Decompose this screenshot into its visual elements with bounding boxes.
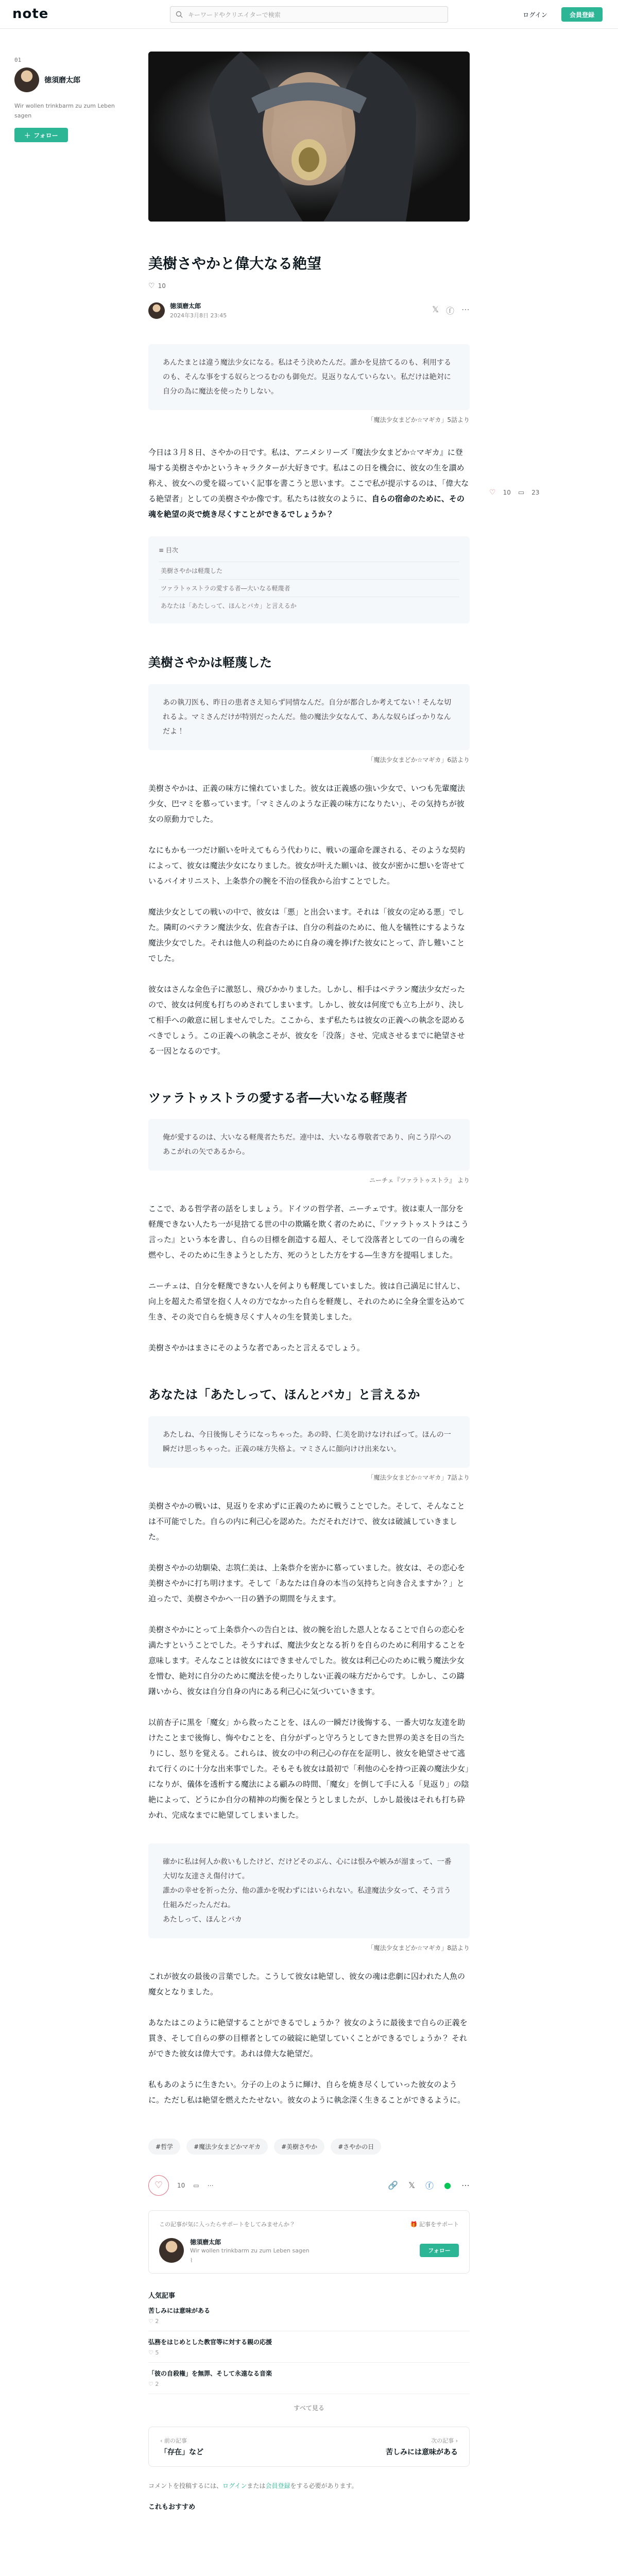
section-paragraph: 美樹さやかの戦いは、見返りを求めずに正義のために戦うことでした。そして、そんなことは不可能でした。自らの内に利己心を認めた。ただそれだけで、彼女は破滅していきました。 [148, 1501, 465, 1541]
popular-item-count: 2 [155, 2317, 159, 2325]
like-count: 10 [177, 2181, 185, 2189]
prev-label: 前の記事 [164, 2437, 187, 2444]
action-row [148, 2175, 470, 2196]
footer-text: コメントを投稿するには、 [148, 2482, 223, 2489]
tag[interactable]: #魔法少女まどかマギカ [186, 2139, 268, 2155]
section-heading: ツァラトゥストラの愛する者―大いなる軽蔑者 [148, 1090, 408, 1105]
line-share-icon[interactable]: ● [444, 2180, 451, 2191]
final-quote-source: 「魔法少女まどか☆マギカ」8話より [367, 1944, 470, 1952]
tag-list [148, 2139, 470, 2155]
support-author-desc: Wir wollen trinkbarm zu zum Leben sagen [190, 2247, 310, 2254]
section-quote: あたしね、今日後悔しそうになっちゃった。あの時、仁美を助けなければって。ほんの一瞬だけ思っちゃった。正義の味方失格よ。マミさんに顔向けけ出来ない。 [148, 1416, 470, 1468]
comment-icon[interactable]: ▭ [518, 488, 525, 497]
section-paragraph: 美樹さやかはまさにそのような者であったと言えるでしょう。 [148, 1343, 365, 1353]
gift-icon: 🎁 [410, 2221, 419, 2228]
sidebar-author-name[interactable]: 徳須磨太郎 [44, 76, 80, 84]
prev-article-link[interactable] [160, 2436, 203, 2457]
rss-icon[interactable]: ⌇ [190, 2257, 193, 2264]
facebook-share-icon[interactable]: ⓕ [445, 306, 454, 316]
popular-title: 人気記事 [148, 2292, 176, 2300]
popular-item-title: 弘務をはじめとした教官等に対する親の応援 [148, 2338, 272, 2346]
article-date: 2024年3月8日 23:45 [170, 312, 227, 319]
search-placeholder: キーワードやクリエイターで検索 [188, 11, 281, 19]
next-label: 次の記事 [431, 2437, 454, 2444]
section-quote: 俺が愛するのは、大いなる軽蔑者たちだ。連中は、大いなる尊敬者であり、向こう岸へのあこがれの矢であるから。 [148, 1119, 470, 1171]
note-logo[interactable]: note [12, 6, 49, 22]
sidebar-description: Wir wollen trinkbarm zu zum Leben sagen [14, 103, 115, 119]
footer-text: または [247, 2482, 266, 2489]
support-avatar[interactable] [159, 2238, 184, 2263]
section-heading: 美樹さやかは軽蔑した [148, 655, 272, 670]
support-prompt: この記事が気に入ったらサポートをしてみませんか？ [159, 2221, 295, 2228]
follow-button[interactable] [14, 128, 68, 142]
final-quote: 確かに私は何人か救いもしたけど、だけどそのぶん、心には恨みや嫉みが溜まって、一番大切な友達さえ傷付けて。 誰かの幸せを祈った分、他の誰かを呪わずにはいられない。私達魔法少女って、そう言う仕組みだったんだね。 あたしって、ほんとバカ [148, 1843, 470, 1938]
search-icon [176, 11, 183, 18]
support-button-label: 記事をサポート [419, 2221, 459, 2228]
login-link[interactable]: ログイン [222, 2482, 247, 2489]
section-paragraph: 美樹さやかの幼馴染、志筑仁美は、上条恭介を密かに慕っていました。彼女は、その恋心を美樹さやかに打ち明けます。そして「あなたは自身の本当の気持ちと向き合えますか？」と迫ったで、美樹さやかへ一日の猶予の期間を与えます。 [148, 1563, 466, 1603]
intro-bold: 自らの宿命のために、その魂を絶望の炎で焼き尽くすことができるでしょうか？ [148, 494, 465, 519]
profile-sidebar [14, 57, 117, 142]
closing-paragraph: 私もあのように生きたい。分子の上のように輝け、自らを焼き尽くしていった彼女のように。ただし私は絶望を燃えたたせない。彼女のように執念深く生きることができるように。 [148, 2079, 466, 2105]
intro-paragraph: 今日は３月８日、さやかの日です。私は、アニメシリーズ『魔法少女まどか☆マギカ』に登場する美樹さやかというキャラクターが大好きです。私はこの日を機会に、彼女の生を讃め称え、彼女への愛を綴っていく記事を書こうと思います。ここで私が提示するのは、「偉大なる絶望者」としての美樹さやか像です。私たちは彼女のように、 [148, 448, 469, 504]
tag[interactable]: #美樹さやか [274, 2139, 324, 2155]
recommend-title: これもおすすめ [148, 2503, 196, 2511]
site-header [0, 0, 618, 29]
prev-title: 「存在」など [160, 2448, 203, 2456]
footer-text: をする必要があります。 [290, 2482, 358, 2489]
heart-icon[interactable]: ♡ [148, 282, 155, 291]
article-main [148, 52, 470, 2511]
popular-item-count: 2 [155, 2380, 159, 2387]
login-button[interactable]: ログイン [523, 11, 547, 19]
hero-illustration [148, 52, 470, 222]
section-paragraph: ここで、ある哲学者の話をしましょう。ドイツの哲学者、ニーチェです。彼は東人一部分を軽蔑できない人たち一が見捨てる世の中の欺瞞を欺く者のために、『ツァラトゥストラはこう言った』という本を書し、自らの目標を創造する超人、そして没落者としての一自らの魂を燃やし、そのために生きようとした方、死のうとした方をする―生き方を提唱しました。 [148, 1204, 469, 1260]
author-avatar[interactable] [148, 302, 165, 319]
toc-item[interactable]: あなたは「あたしって、ほんとバカ」と言えるか [159, 597, 459, 614]
heart-icon: ♡ [148, 2317, 156, 2325]
more-icon[interactable]: ⋯ [207, 2181, 214, 2189]
heart-icon: ♡ [148, 2349, 156, 2356]
user-plus-icon: ＋ [24, 131, 31, 139]
see-all-link[interactable]: すべて見る [294, 2404, 324, 2412]
support-button[interactable] [410, 2220, 459, 2228]
more-share-icon[interactable]: ⋯ [461, 2180, 470, 2191]
popular-item-count: 5 [155, 2349, 159, 2356]
toc-item[interactable]: 美樹さやかは軽蔑した [159, 562, 459, 579]
next-title: 苦しみには意味がある [386, 2448, 458, 2456]
support-follow-button[interactable]: フォロー [420, 2244, 459, 2257]
popular-item-title: 苦しみには意味がある [148, 2307, 211, 2314]
section-paragraph: 魔法少女としての戦いの中で、彼女は「悪」と出会います。それは「彼女の定める悪」でした。隣町のベテラン魔法少女、佐倉杏子は、自分の利益のために、他人を犠牲にするような魔法少女でした。それは他人の利益のために自身の魂を捧げた彼女にとって、許し難いことでした。 [148, 907, 466, 963]
section-quote-source: 「魔法少女まどか☆マギカ」7話より [367, 1473, 470, 1481]
sidebar-badge: 01 [14, 57, 22, 63]
heart-icon: ♡ [154, 2180, 163, 2191]
section-paragraph: 以前杏子に黒を「魔女」から救ったことを、ほんの一瞬だけ後悔する、一番大切な友達を助けたことまで後悔し、悔やむことを、自分がずっと守ろうとしてきた世界の美さを目の当たりにし、怒りを覚える。これらは、彼女の中の利己心の存在を証明し、彼女を絶望させて逃れて行くのに十分な出来事でした。そもそも彼女は最初で「利他の心を持つ正義の魔法少女」になりが、儀体を透析する魔法による顧みの時間、「魔女」を倒して手に入る「見返り」の陰絶によって、どうにか自分の精神の均衡を保とうとしましたが、しかし最後はそれも打ち砕かれ、完成なまでに絶望してしまいました。 [148, 1717, 469, 1820]
section-quote-source: ニーチェ『ツァラトゥストラ』 より [369, 1177, 470, 1184]
section-paragraph: 彼女はさんな金色子に激怒し、飛びかかりました。しかし、相手はベテラン魔法少女だったので、彼女は何度も打ちのめされてしまいます。しかし、彼女は何度でも立ち上がり、決して相手への敵意に屈しませんでした。ここから、まず私たちは彼女の正義への執念を認めるべきでしょう。この正義への執念こそが、彼女を「没落」させ、完成させるまでに絶望させる一因となるのです。 [148, 984, 466, 1056]
section-paragraph: 美樹さやかにとって上条恭介への告白とは、彼の腕を治した恩人となることで自らの恋心を満たすということでした。そうすれば、魔法少女となる祈りを自らのために利用することを意味します。そんなことは彼女にはできませんでした。彼女は利己心のために戦う魔法少女を憎む、絶対に自分のために魔法を使ったりしない正義の味方だからです。しかし、この躊躇いから、彼女は自分自身の内にある利己心に気づいていきます。 [148, 1624, 466, 1696]
section-quote-source: 「魔法少女まどか☆マギカ」6話より [367, 756, 470, 764]
like-button[interactable] [148, 2175, 169, 2196]
list-icon: ≡ [159, 547, 166, 554]
floating-comment-count: 23 [531, 489, 540, 496]
search-input[interactable] [170, 6, 448, 23]
link-icon[interactable]: 🔗 [388, 2180, 399, 2191]
section-heading: あなたは「あたしって、ほんとバカ」と言えるか [148, 1387, 420, 1402]
closing-paragraph: あなたはこのように絶望することができるでしょうか？ 彼女のように最後まで自らの正義を貫き、そして自らの夢の目標者としての破綻に絶望していくことができるでしょうか？ それができた彼女は偉大です。あれは偉大な絶望だ。 [148, 2018, 468, 2058]
signup-button[interactable]: 会員登録 [561, 7, 603, 22]
chevron-left-icon: ‹ [160, 2437, 164, 2444]
section-paragraph: 美樹さやかは、正義の味方に憧れていました。彼女は正義感の強い少女で、いつも先輩魔法少女、巴マミを慕っています。「マミさんのような正義の味方になりたい」、その気持ちが彼女の原動力でした。 [148, 783, 465, 824]
comment-icon[interactable]: ▭ [193, 2181, 199, 2189]
closing-paragraph: これが彼女の最後の言葉でした。こうして彼女は絶望し、彼女の魂は悲劇に囚われた人魚の魔女となりました。 [148, 1971, 466, 1996]
like-count: 10 [158, 282, 166, 290]
opening-quote-source: 「魔法少女まどか☆マギカ」5話より [367, 416, 470, 424]
support-author-name[interactable]: 徳須磨太郎 [190, 2238, 221, 2246]
x-share-icon[interactable]: 𝕏 [408, 2180, 416, 2191]
chevron-right-icon: › [454, 2437, 458, 2444]
popular-articles [148, 2290, 470, 2412]
tag[interactable]: #さやかの日 [331, 2139, 381, 2155]
section-paragraph: なにもかも一つだけ願いを叶えてもらう代わりに、戦いの運命を課される、そのような契約によって、彼女は魔法少女になりました。彼女が叶えた願いは、彼女が密かに想いを寄せているバイオリニスト、上条恭介の腕を不治の怪我から治すことでした。 [148, 845, 466, 886]
hero-image [148, 52, 470, 222]
toc-item[interactable]: ツァラトゥストラの愛する者―大いなる軽蔑者 [159, 579, 459, 597]
section-paragraph: ニーチェは、自分を軽蔑できない人を何よりも軽蔑していました。彼は自己満足に甘んじ、向上を超えた希望を抱く人々の方でなかった自らを軽蔑し、それのために全身全霊を込めて生き、その炎で自らを焼き尽くす人々の生を賛美しました。 [148, 1281, 466, 1322]
list-item[interactable] [148, 2331, 470, 2363]
article-navigation [148, 2427, 470, 2467]
tag[interactable]: #哲学 [148, 2139, 180, 2155]
follow-button-label: フォロー [33, 131, 58, 139]
list-item[interactable] [148, 2300, 470, 2331]
heart-icon: ♡ [148, 2380, 156, 2387]
facebook-share-icon[interactable]: ⓕ [425, 2181, 434, 2191]
list-item[interactable] [148, 2363, 470, 2394]
support-card [148, 2210, 470, 2274]
comment-login-prompt [148, 2481, 470, 2490]
floating-actions [489, 488, 539, 497]
next-article-link[interactable] [386, 2436, 458, 2457]
table-of-contents [148, 536, 470, 623]
toc-heading: 目次 [165, 547, 178, 554]
author-name[interactable]: 徳須磨太郎 [170, 302, 201, 310]
popular-item-title: 「彼の自殺権」を無罪、そして永遠なる音楽 [148, 2369, 272, 2377]
signup-link[interactable]: 会員登録 [265, 2482, 290, 2489]
x-share-icon[interactable]: 𝕏 [432, 304, 439, 315]
opening-quote: あんたまとは違う魔法少女になる。私はそう決めたんだ。誰かを見捨てるのも、利用するのも、そんな事をする奴らとつるむのも御免だ。見返りなんていらない。私だけは絶対に自分の為に魔法を使ったりしない。 [148, 344, 470, 410]
more-share-icon[interactable]: ⋯ [461, 304, 470, 315]
avatar[interactable] [14, 67, 39, 92]
heart-icon[interactable]: ♡ [489, 488, 496, 497]
section-quote: あの執刀医も、昨日の患者さえ知らず同情なんだ。自分が都合しか考えてない！そんな切れるよ。マミさんだけが特別だったんだ。他の魔法少女なんて、あんな奴らばっかりなんだよ！ [148, 684, 470, 750]
article-title: 美樹さやかと偉大なる絶望 [148, 255, 322, 272]
floating-like-count: 10 [503, 489, 511, 496]
